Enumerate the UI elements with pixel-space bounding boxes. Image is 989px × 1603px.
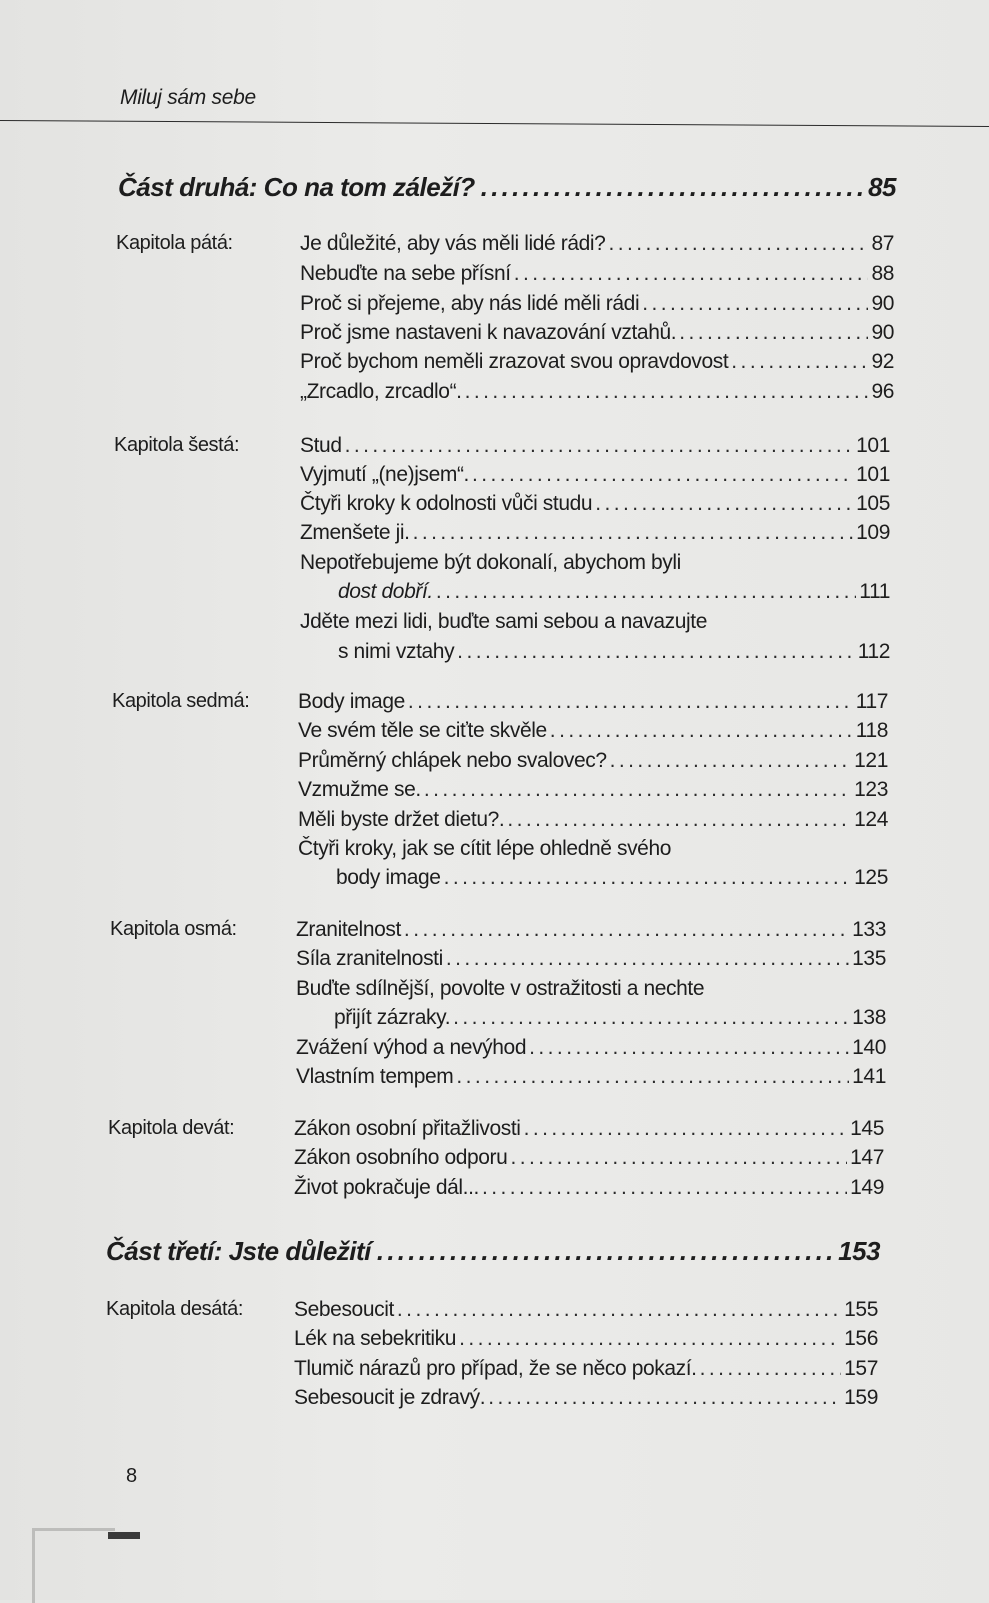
entry-title: Síla zranitelnosti xyxy=(296,947,443,970)
entry-page: 149 xyxy=(850,1176,884,1199)
dot-leader xyxy=(482,1176,847,1200)
page-number: 8 xyxy=(126,1465,138,1487)
entry-page: 111 xyxy=(859,580,890,603)
toc-entry xyxy=(298,808,888,838)
toc-entry xyxy=(294,1117,884,1147)
toc-entry xyxy=(298,690,888,720)
entry-title: Čtyři kroky, jak se cítit lépe ohledně svého xyxy=(298,837,672,860)
toc-entry xyxy=(298,778,888,808)
entry-page: 156 xyxy=(844,1327,878,1350)
dot-leader xyxy=(481,172,862,203)
dot-leader xyxy=(700,1357,842,1381)
toc-entry xyxy=(300,492,890,522)
dot-leader xyxy=(397,1298,841,1322)
entry-page: 90 xyxy=(871,321,894,344)
toc-entry xyxy=(294,1386,878,1416)
entry-page: 96 xyxy=(871,380,894,403)
entry-page: 101 xyxy=(856,434,890,457)
page-corner-shadow xyxy=(32,1528,115,1603)
dot-leader xyxy=(459,1327,841,1351)
dot-leader xyxy=(610,749,852,773)
entry-title: Body image xyxy=(298,690,405,713)
entry-page: 141 xyxy=(852,1065,886,1088)
entry-title-continuation: s nimi vztahy xyxy=(338,640,455,663)
dot-leader xyxy=(488,1386,841,1410)
chapter-label: Kapitola osmá: xyxy=(110,918,237,940)
entry-title: Ve svém těle se ciťte skvěle xyxy=(298,719,547,742)
entry-title: Proč si přejeme, aby nás lidé měli rádi xyxy=(300,292,640,315)
toc-entry xyxy=(294,1357,878,1387)
entry-title: Proč bychom neměli zrazovat svou opravdovost xyxy=(300,350,729,373)
entry-page: 133 xyxy=(852,918,886,941)
dot-leader xyxy=(510,1146,847,1170)
entry-title: Jděte mezi lidi, buďte sami sebou a navazujte xyxy=(300,610,707,633)
entry-title: Sebesoucit xyxy=(294,1298,394,1321)
part-title: Část druhá: Co na tom záleží? xyxy=(118,172,475,202)
dot-leader xyxy=(472,463,853,487)
entry-page: 123 xyxy=(854,778,888,801)
entry-page: 135 xyxy=(852,947,886,970)
part-heading-2 xyxy=(118,172,896,203)
dot-leader xyxy=(408,690,853,714)
dot-leader xyxy=(524,1117,848,1141)
toc-entry xyxy=(300,463,890,493)
dot-leader xyxy=(642,292,868,316)
entry-page: 109 xyxy=(856,521,890,544)
entry-page: 138 xyxy=(852,1006,886,1029)
part-title: Část třetí: Jste důležití xyxy=(106,1236,371,1266)
part-heading-3 xyxy=(106,1236,880,1267)
chapter-label: Kapitola pátá: xyxy=(116,232,233,254)
entry-page: 117 xyxy=(855,690,888,713)
toc-entry xyxy=(298,749,888,779)
entry-title: Stud xyxy=(300,434,342,457)
toc-entry xyxy=(296,918,886,948)
entry-title: Měli byste držet dietu?. xyxy=(298,808,505,831)
entry-page: 140 xyxy=(852,1036,886,1059)
dot-leader xyxy=(436,580,856,604)
entry-page: 87 xyxy=(871,232,894,255)
toc-entry xyxy=(300,521,890,551)
entry-title: Zákon osobní přitažlivosti xyxy=(294,1117,521,1140)
entry-title-continuation: body image xyxy=(336,866,441,889)
toc-entry xyxy=(338,580,890,610)
dot-leader xyxy=(679,321,868,345)
entry-title: Nebuďte na sebe přísní xyxy=(300,262,511,285)
toc-entry xyxy=(296,1036,886,1066)
toc-entry xyxy=(300,292,894,322)
dot-leader xyxy=(550,719,853,743)
toc-entry xyxy=(300,321,894,351)
dot-leader xyxy=(465,380,869,404)
entry-title: Lék na sebekritiku xyxy=(294,1327,457,1350)
chapter-label: Kapitola šestá: xyxy=(114,434,240,456)
dot-leader xyxy=(457,640,855,664)
entry-title: Zákon osobního odporu xyxy=(294,1146,508,1169)
entry-page: 145 xyxy=(850,1117,884,1140)
entry-page: 159 xyxy=(844,1386,878,1409)
dot-leader xyxy=(507,808,851,832)
entry-title-continuation: dost dobří. xyxy=(338,580,433,603)
entry-page: 90 xyxy=(871,292,894,315)
toc-entry xyxy=(294,1176,884,1206)
toc-entry xyxy=(336,866,888,896)
entry-page: 147 xyxy=(850,1146,884,1169)
dot-leader xyxy=(608,232,868,256)
entry-page: 105 xyxy=(856,492,890,515)
dot-leader xyxy=(456,1065,849,1089)
running-head: Miluj sám sebe xyxy=(120,86,256,109)
entry-title-continuation: přijít zázraky. xyxy=(334,1006,451,1029)
chapter-label: Kapitola sedmá: xyxy=(112,690,250,712)
entry-title: Je důležité, aby vás měli lidé rádi? xyxy=(300,232,606,255)
toc-entry xyxy=(294,1298,878,1328)
chapter-label: Kapitola desátá: xyxy=(106,1298,244,1320)
dot-leader xyxy=(444,866,852,890)
dot-leader xyxy=(413,521,854,545)
toc-entry xyxy=(300,434,890,464)
toc-entry xyxy=(300,380,894,410)
entry-title: Život pokračuje dál... xyxy=(294,1176,479,1199)
dot-leader xyxy=(345,434,854,458)
entry-title: Průměrný chlápek nebo svalovec? xyxy=(298,749,607,772)
entry-title: Zvážení výhod a nevýhod xyxy=(296,1036,527,1059)
entry-page: 155 xyxy=(844,1298,878,1321)
dot-leader xyxy=(453,1006,849,1030)
entry-title: Vyjmutí „(ne)jsem“. xyxy=(300,463,469,486)
entry-title: Tlumič nárazů pro případ, že se něco pokazí. xyxy=(294,1357,697,1380)
dot-leader xyxy=(595,492,853,516)
toc-entry xyxy=(338,640,890,670)
entry-page: 92 xyxy=(871,350,894,373)
entry-title: Vlastním tempem xyxy=(296,1065,454,1088)
toc-entry xyxy=(296,1065,886,1095)
entry-title: Zranitelnost xyxy=(296,918,401,941)
entry-title: Čtyři kroky k odolnosti vůči studu xyxy=(300,492,593,515)
entry-page: 101 xyxy=(856,463,890,486)
entry-title: Buďte sdílnější, povolte v ostražitosti a nechte xyxy=(296,977,705,1000)
entry-title: Nepotřebujeme být dokonalí, abychom byli xyxy=(300,551,681,574)
dot-leader xyxy=(404,918,849,942)
toc-entry xyxy=(298,719,888,749)
dot-leader xyxy=(377,1236,832,1267)
chapter-label: Kapitola devát: xyxy=(108,1117,235,1139)
entry-title: Zmenšete ji. xyxy=(300,521,410,544)
toc-entry xyxy=(300,350,894,380)
entry-title: Vzmužme se. xyxy=(298,778,421,801)
entry-page: 112 xyxy=(857,640,890,663)
toc-entry xyxy=(300,232,894,262)
toc-entry xyxy=(296,947,886,977)
entry-title: Proč jsme nastaveni k navazování vztahů. xyxy=(300,321,677,344)
part-page: 85 xyxy=(868,172,896,202)
toc-entry xyxy=(294,1327,878,1357)
entry-page: 121 xyxy=(854,749,888,772)
entry-title: „Zrcadlo, zrcadlo“. xyxy=(300,380,462,403)
toc-entry xyxy=(294,1146,884,1176)
dot-leader xyxy=(424,778,851,802)
entry-page: 157 xyxy=(844,1357,878,1380)
dot-leader xyxy=(529,1036,849,1060)
entry-page: 88 xyxy=(871,262,894,285)
dot-leader xyxy=(514,262,869,286)
dot-leader xyxy=(731,350,868,374)
entry-page: 124 xyxy=(854,808,888,831)
part-page: 153 xyxy=(838,1236,880,1266)
toc-entry xyxy=(334,1006,886,1036)
entry-page: 118 xyxy=(855,719,888,742)
dot-leader xyxy=(446,947,849,971)
entry-page: 125 xyxy=(854,866,888,889)
toc-entry xyxy=(300,262,894,292)
entry-title: Sebesoucit je zdravý. xyxy=(294,1386,486,1409)
